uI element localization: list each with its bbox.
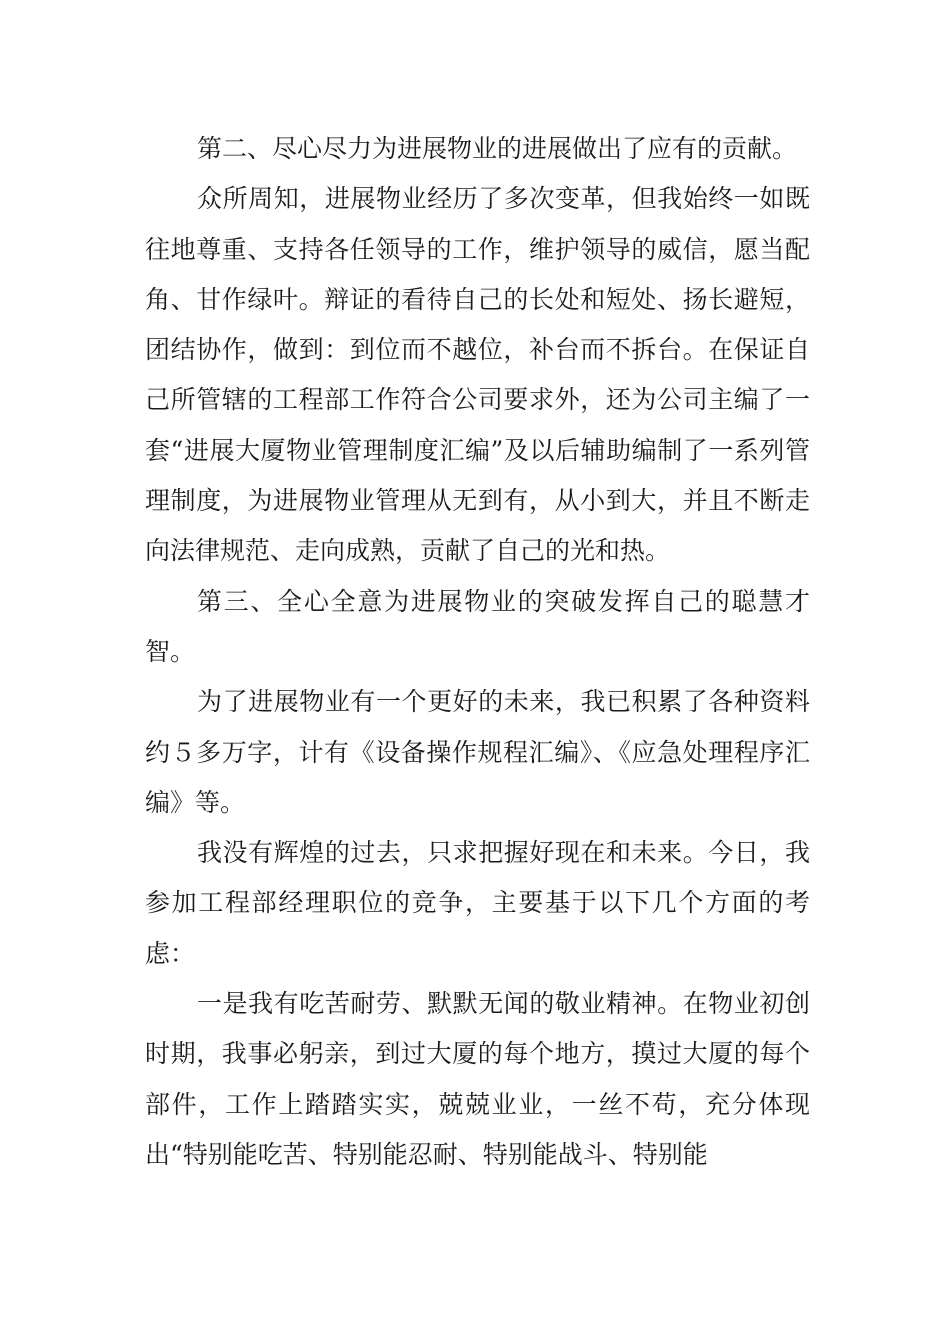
paragraph-reason-one: 一是我有吃苦耐劳、默默无闻的敬业精神。在物业初创时期，我事必躬亲，到过大厦的每个地方，摸过大厦的每个部件，工作上踏踏实实，兢兢业业，一丝不苟，充分体现出“特别能吃苦、特别能忍耐、特别能战斗、特别能: [145, 989, 810, 1169]
paragraph-section-three-heading: 第三、全心全意为进展物业的突破发挥自己的聪慧才智。: [145, 586, 810, 666]
paragraph-materials: 为了进展物业有一个更好的未来，我已积累了各种资料约５多万字，计有《设备操作规程汇编》、《应急处理程序汇编》等。: [145, 687, 810, 817]
paragraph-section-two-heading: 第二、尽心尽力为进展物业的进展做出了应有的贡献。: [197, 134, 798, 163]
paragraph-contribution: 众所周知，进展物业经历了多次变革，但我始终一如既往地尊重、支持各任领导的工作，维护领导的威信，愿当配角、甘作绿叶。辩证的看待自己的长处和短处、扬长避短，团结协作，做到：到位而不越位，补台而不拆台。在保证自己所管辖的工程部工作符合公司要求外，还为公司主编了一套“进展大厦物业管理制度汇编”及以后辅助编制了一系列管理制度，为进展物业管理从无到有，从小到大，并且不断走向法律规范、走向成熟，贡献了自己的光和热。: [145, 184, 810, 566]
paragraph-motivation: 我没有辉煌的过去，只求把握好现在和未来。今日，我参加工程部经理职位的竞争，主要基于以下几个方面的考虑：: [145, 838, 810, 968]
document-body: [145, 124, 810, 1180]
